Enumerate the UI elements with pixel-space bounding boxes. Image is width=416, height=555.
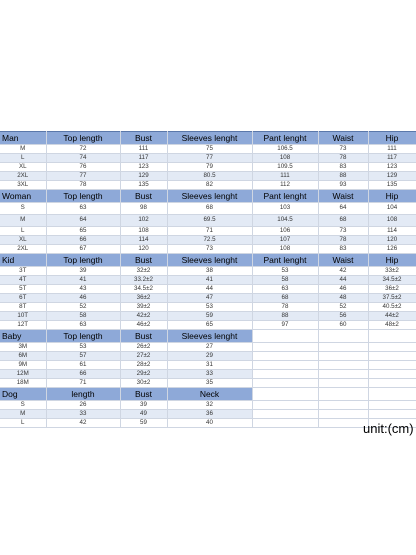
- measurement-cell: 66: [46, 370, 120, 379]
- empty-cell: [252, 370, 318, 379]
- dog-size-row: [0, 419, 416, 428]
- size-label-cell: 8T: [0, 303, 46, 312]
- size-label-cell: XL: [0, 236, 46, 245]
- measurement-cell: 49: [120, 410, 167, 419]
- kid-size-row: [0, 285, 416, 294]
- measurement-cell: 53: [252, 267, 318, 276]
- size-label-cell: 10T: [0, 312, 46, 321]
- measurement-cell: 29±2: [120, 370, 167, 379]
- man-size-row: [0, 145, 416, 154]
- measurement-cell: 78: [46, 181, 120, 190]
- column-header: Sleeves lenght: [167, 254, 252, 267]
- size-label-cell: S: [0, 401, 46, 410]
- kid-size-row: [0, 321, 416, 330]
- measurement-cell: 39±2: [120, 303, 167, 312]
- woman-size-row: [0, 203, 416, 215]
- column-header: Sleeves lenght: [167, 330, 252, 343]
- blank-cell: [368, 330, 416, 343]
- size-label-cell: S: [0, 203, 46, 215]
- measurement-cell: 33.2±2: [120, 276, 167, 285]
- measurement-cell: 120: [120, 245, 167, 254]
- kid-size-row: [0, 312, 416, 321]
- measurement-cell: 57: [46, 352, 120, 361]
- measurement-cell: 36: [167, 410, 252, 419]
- column-header: Pant lenght: [252, 254, 318, 267]
- column-header: Pant lenght: [252, 132, 318, 145]
- column-header: Top length: [46, 254, 120, 267]
- empty-cell: [318, 410, 368, 419]
- size-label-cell: 18M: [0, 379, 46, 388]
- measurement-cell: 111: [120, 145, 167, 154]
- column-header: Bust: [120, 132, 167, 145]
- empty-cell: [252, 419, 318, 428]
- measurement-cell: 44: [318, 276, 368, 285]
- column-header: Top length: [46, 190, 120, 203]
- column-header: Hip: [368, 190, 416, 203]
- measurement-cell: 112: [252, 181, 318, 190]
- measurement-cell: 40.5±2: [368, 303, 416, 312]
- baby-size-row: [0, 343, 416, 352]
- measurement-cell: 97: [252, 321, 318, 330]
- measurement-cell: 123: [368, 163, 416, 172]
- empty-cell: [252, 352, 318, 361]
- measurement-cell: 27: [167, 343, 252, 352]
- size-label-cell: 2XL: [0, 245, 46, 254]
- empty-cell: [252, 379, 318, 388]
- measurement-cell: 37.5±2: [368, 294, 416, 303]
- measurement-cell: 36±2: [368, 285, 416, 294]
- measurement-cell: 108: [120, 227, 167, 236]
- measurement-cell: 33±2: [368, 267, 416, 276]
- kid-section-title: Kid: [0, 254, 46, 267]
- dog-size-row: [0, 401, 416, 410]
- size-chart-table: [0, 131, 416, 428]
- man-section-title: Man: [0, 132, 46, 145]
- measurement-cell: 73: [167, 245, 252, 254]
- measurement-cell: 35: [167, 379, 252, 388]
- empty-cell: [368, 379, 416, 388]
- measurement-cell: 43: [46, 285, 120, 294]
- measurement-cell: 34.5±2: [120, 285, 167, 294]
- kid-size-row: [0, 294, 416, 303]
- measurement-cell: 59: [167, 312, 252, 321]
- blank-cell: [368, 388, 416, 401]
- size-label-cell: 6T: [0, 294, 46, 303]
- measurement-cell: 106.5: [252, 145, 318, 154]
- measurement-cell: 65: [46, 227, 120, 236]
- measurement-cell: 108: [368, 215, 416, 227]
- measurement-cell: 46±2: [120, 321, 167, 330]
- empty-cell: [318, 401, 368, 410]
- measurement-cell: 60: [318, 321, 368, 330]
- empty-cell: [368, 410, 416, 419]
- measurement-cell: 79: [167, 163, 252, 172]
- size-label-cell: M: [0, 410, 46, 419]
- column-header: Top length: [46, 132, 120, 145]
- measurement-cell: 111: [252, 172, 318, 181]
- measurement-cell: 123: [120, 163, 167, 172]
- measurement-cell: 117: [368, 154, 416, 163]
- blank-cell: [252, 330, 318, 343]
- measurement-cell: 117: [120, 154, 167, 163]
- measurement-cell: 72.5: [167, 236, 252, 245]
- measurement-cell: 104: [368, 203, 416, 215]
- measurement-cell: 52: [318, 303, 368, 312]
- man-size-row: [0, 154, 416, 163]
- measurement-cell: 66: [46, 236, 120, 245]
- man-size-row: [0, 181, 416, 190]
- baby-size-row: [0, 370, 416, 379]
- measurement-cell: 27±2: [120, 352, 167, 361]
- measurement-cell: 44±2: [368, 312, 416, 321]
- empty-cell: [252, 401, 318, 410]
- measurement-cell: 42±2: [120, 312, 167, 321]
- column-header: length: [46, 388, 120, 401]
- measurement-cell: 109.5: [252, 163, 318, 172]
- measurement-cell: 26: [46, 401, 120, 410]
- measurement-cell: 42: [318, 267, 368, 276]
- column-header: Waist: [318, 254, 368, 267]
- measurement-cell: 120: [368, 236, 416, 245]
- measurement-cell: 32: [167, 401, 252, 410]
- measurement-cell: 26±2: [120, 343, 167, 352]
- measurement-cell: 74: [46, 154, 120, 163]
- man-header-row: [0, 132, 416, 145]
- empty-cell: [368, 370, 416, 379]
- measurement-cell: 30±2: [120, 379, 167, 388]
- measurement-cell: 28±2: [120, 361, 167, 370]
- empty-cell: [318, 370, 368, 379]
- woman-section-title: Woman: [0, 190, 46, 203]
- measurement-cell: 111: [368, 145, 416, 154]
- column-header: Waist: [318, 132, 368, 145]
- measurement-cell: 103: [252, 203, 318, 215]
- measurement-cell: 77: [167, 154, 252, 163]
- size-label-cell: 6M: [0, 352, 46, 361]
- blank-cell: [318, 330, 368, 343]
- size-label-cell: 3XL: [0, 181, 46, 190]
- size-label-cell: 3M: [0, 343, 46, 352]
- measurement-cell: 80.5: [167, 172, 252, 181]
- measurement-cell: 104.5: [252, 215, 318, 227]
- measurement-cell: 108: [252, 245, 318, 254]
- dog-size-row: [0, 410, 416, 419]
- column-header: Bust: [120, 388, 167, 401]
- measurement-cell: 93: [318, 181, 368, 190]
- measurement-cell: 78: [252, 303, 318, 312]
- empty-cell: [368, 401, 416, 410]
- measurement-cell: 42: [46, 419, 120, 428]
- measurement-cell: 106: [252, 227, 318, 236]
- measurement-cell: 126: [368, 245, 416, 254]
- measurement-cell: 88: [318, 172, 368, 181]
- measurement-cell: 46: [46, 294, 120, 303]
- measurement-cell: 76: [46, 163, 120, 172]
- column-header: Neck: [167, 388, 252, 401]
- measurement-cell: 71: [46, 379, 120, 388]
- woman-size-row: [0, 236, 416, 245]
- measurement-cell: 98: [120, 203, 167, 215]
- dog-section-title: Dog: [0, 388, 46, 401]
- measurement-cell: 58: [252, 276, 318, 285]
- measurement-cell: 58: [46, 312, 120, 321]
- measurement-cell: 64: [46, 215, 120, 227]
- kid-size-row: [0, 276, 416, 285]
- measurement-cell: 77: [46, 172, 120, 181]
- measurement-cell: 135: [120, 181, 167, 190]
- empty-cell: [318, 379, 368, 388]
- measurement-cell: 53: [46, 343, 120, 352]
- measurement-cell: 34.5±2: [368, 276, 416, 285]
- measurement-cell: 48±2: [368, 321, 416, 330]
- measurement-cell: 36±2: [120, 294, 167, 303]
- column-header: Hip: [368, 132, 416, 145]
- empty-cell: [318, 361, 368, 370]
- baby-size-row: [0, 379, 416, 388]
- measurement-cell: 32±2: [120, 267, 167, 276]
- kid-size-row: [0, 303, 416, 312]
- size-label-cell: L: [0, 227, 46, 236]
- measurement-cell: 135: [368, 181, 416, 190]
- woman-size-row: [0, 245, 416, 254]
- kid-header-row: [0, 254, 416, 267]
- size-label-cell: 5T: [0, 285, 46, 294]
- measurement-cell: 114: [368, 227, 416, 236]
- empty-cell: [318, 419, 368, 428]
- measurement-cell: 59: [120, 419, 167, 428]
- baby-size-row: [0, 361, 416, 370]
- size-label-cell: L: [0, 419, 46, 428]
- column-header: Bust: [120, 254, 167, 267]
- size-label-cell: 3T: [0, 267, 46, 276]
- empty-cell: [252, 343, 318, 352]
- size-label-cell: 4T: [0, 276, 46, 285]
- size-label-cell: XL: [0, 163, 46, 172]
- size-label-cell: 9M: [0, 361, 46, 370]
- column-header: Bust: [120, 190, 167, 203]
- baby-header-row: [0, 330, 416, 343]
- column-header: Bust: [120, 330, 167, 343]
- measurement-cell: 47: [167, 294, 252, 303]
- measurement-cell: 129: [368, 172, 416, 181]
- measurement-cell: 41: [167, 276, 252, 285]
- measurement-cell: 63: [46, 321, 120, 330]
- empty-cell: [318, 343, 368, 352]
- measurement-cell: 63: [252, 285, 318, 294]
- empty-cell: [318, 352, 368, 361]
- measurement-cell: 46: [318, 285, 368, 294]
- man-size-row: [0, 163, 416, 172]
- measurement-cell: 68: [167, 203, 252, 215]
- size-label-cell: 2XL: [0, 172, 46, 181]
- measurement-cell: 108: [252, 154, 318, 163]
- blank-cell: [318, 388, 368, 401]
- measurement-cell: 56: [318, 312, 368, 321]
- measurement-cell: 64: [318, 203, 368, 215]
- measurement-cell: 67: [46, 245, 120, 254]
- measurement-cell: 44: [167, 285, 252, 294]
- man-size-row: [0, 172, 416, 181]
- measurement-cell: 48: [318, 294, 368, 303]
- measurement-cell: 38: [167, 267, 252, 276]
- measurement-cell: 78: [318, 236, 368, 245]
- size-label-cell: L: [0, 154, 46, 163]
- size-label-cell: 12T: [0, 321, 46, 330]
- measurement-cell: 83: [318, 245, 368, 254]
- baby-section-title: Baby: [0, 330, 46, 343]
- column-header: Waist: [318, 190, 368, 203]
- kid-size-row: [0, 267, 416, 276]
- size-label-cell: M: [0, 215, 46, 227]
- measurement-cell: 29: [167, 352, 252, 361]
- measurement-cell: 68: [252, 294, 318, 303]
- empty-cell: [368, 352, 416, 361]
- measurement-cell: 82: [167, 181, 252, 190]
- measurement-cell: 65: [167, 321, 252, 330]
- measurement-cell: 129: [120, 172, 167, 181]
- measurement-cell: 63: [46, 203, 120, 215]
- measurement-cell: 69.5: [167, 215, 252, 227]
- column-header: Sleeves lenght: [167, 132, 252, 145]
- column-header: Hip: [368, 254, 416, 267]
- blank-cell: [252, 388, 318, 401]
- measurement-cell: 41: [46, 276, 120, 285]
- measurement-cell: 71: [167, 227, 252, 236]
- measurement-cell: 73: [318, 227, 368, 236]
- measurement-cell: 114: [120, 236, 167, 245]
- column-header: Sleeves lenght: [167, 190, 252, 203]
- measurement-cell: 33: [46, 410, 120, 419]
- empty-cell: [368, 361, 416, 370]
- woman-size-row: [0, 227, 416, 236]
- empty-cell: [368, 343, 416, 352]
- size-label-cell: M: [0, 145, 46, 154]
- measurement-cell: 75: [167, 145, 252, 154]
- measurement-cell: 72: [46, 145, 120, 154]
- measurement-cell: 102: [120, 215, 167, 227]
- measurement-cell: 53: [167, 303, 252, 312]
- column-header: Top length: [46, 330, 120, 343]
- empty-cell: [252, 410, 318, 419]
- measurement-cell: 33: [167, 370, 252, 379]
- baby-size-row: [0, 352, 416, 361]
- column-header: Pant lenght: [252, 190, 318, 203]
- measurement-cell: 39: [120, 401, 167, 410]
- measurement-cell: 88: [252, 312, 318, 321]
- unit-label: unit:(cm): [363, 421, 414, 436]
- measurement-cell: 68: [318, 215, 368, 227]
- measurement-cell: 31: [167, 361, 252, 370]
- measurement-cell: 39: [46, 267, 120, 276]
- empty-cell: [252, 361, 318, 370]
- measurement-cell: 107: [252, 236, 318, 245]
- measurement-cell: 83: [318, 163, 368, 172]
- woman-header-row: [0, 190, 416, 203]
- dog-header-row: [0, 388, 416, 401]
- measurement-cell: 40: [167, 419, 252, 428]
- measurement-cell: 78: [318, 154, 368, 163]
- size-label-cell: 12M: [0, 370, 46, 379]
- measurement-cell: 61: [46, 361, 120, 370]
- measurement-cell: 52: [46, 303, 120, 312]
- woman-size-row: [0, 215, 416, 227]
- measurement-cell: 73: [318, 145, 368, 154]
